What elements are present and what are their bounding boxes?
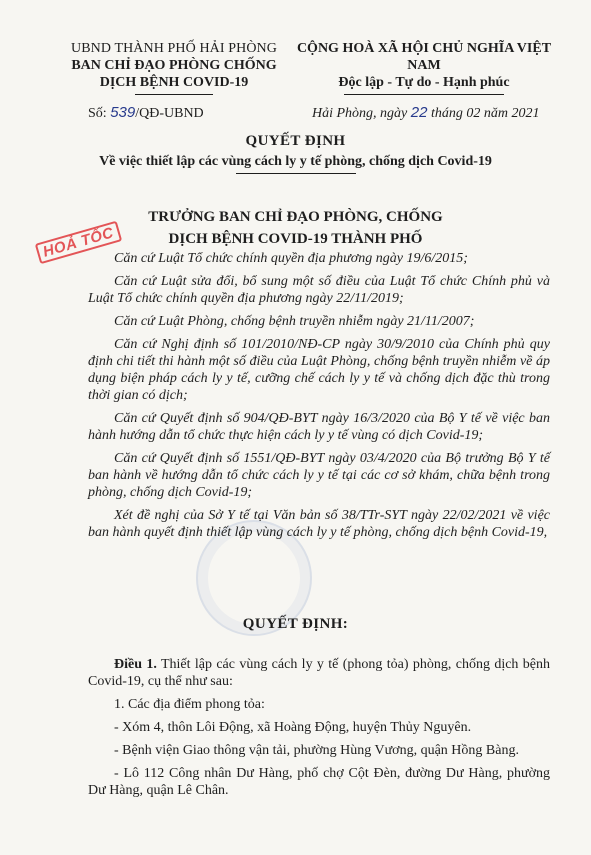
lockdown-location: - Xóm 4, thôn Lôi Động, xã Hoàng Động, huyện Thủy Nguyên. xyxy=(114,720,472,735)
preamble xyxy=(88,250,550,541)
national-header xyxy=(283,40,565,95)
article-1 xyxy=(88,656,550,799)
subtitle-text: Về việc thiết lập các vùng cách ly y tế phòng, chống dịch Covid-19 xyxy=(99,154,492,169)
national-title: CỘNG HOÀ XÃ HỘI CHỦ NGHĨA VIỆT NAM xyxy=(296,41,552,73)
place-date-text-1: Hải Phòng, ngày xyxy=(312,106,411,121)
place-date-text-2: tháng 02 năm 2021 xyxy=(427,106,540,121)
lockdown-location: - Lô 112 Công nhân Dư Hàng, phố chợ Cột Đèn, đường Dư Hàng, phường Dư Hàng, quận Lê Chân. xyxy=(88,766,550,798)
document-number xyxy=(88,104,204,122)
preamble-clause: Căn cứ Nghị định số 101/2010/NĐ-CP ngày 30/9/2010 của Chính phủ quy định chi tiết thi hành một số điều của Luật Phòng, chống bệnh truyền nhiễm về áp dụng biện pháp cách ly y tế, cưỡng chế cách ly y tế và chống dịch đặc thù trong thời gian có dịch; xyxy=(88,337,550,403)
document-subtitle xyxy=(40,154,551,174)
subtitle-underline xyxy=(236,173,356,174)
authority-line-1: TRƯỞNG BAN CHỈ ĐẠO PHÒNG, CHỐNG xyxy=(148,209,443,225)
motto-underline xyxy=(344,94,504,95)
article-1-text: Thiết lập các vùng cách ly y tế (phong tỏa) phòng, chống dịch bệnh Covid-19, cụ thể như sau: xyxy=(88,657,550,689)
article-1-intro xyxy=(88,656,550,690)
preamble-clause: Căn cứ Luật sửa đổi, bổ sung một số điều của Luật Tổ chức Chính phủ và Luật Tổ chức chính quyền địa phương ngày 22/11/2019; xyxy=(88,274,550,306)
lockdown-location: - Bệnh viện Giao thông vận tải, phường Hùng Vương, quận Hồng Bàng. xyxy=(114,743,519,758)
preamble-clause: Căn cứ Quyết định số 904/QĐ-BYT ngày 16/3/2020 của Bộ Y tế về việc ban hành hướng dẫn tổ chức thực hiện cách ly y tế vùng có dịch Covid-19; xyxy=(88,411,550,443)
document-title: QUYẾT ĐỊNH xyxy=(245,133,346,149)
preamble-clause: Căn cứ Quyết định số 1551/QĐ-BYT ngày 03/4/2020 của Bộ trưởng Bộ Y tế ban hành về hướng dẫn tổ chức cách ly y tế tại các cơ sở khám, chữa bệnh trong phòng, chống dịch Covid-19; xyxy=(88,451,550,500)
article-1-label: Điều 1. xyxy=(114,657,157,672)
issuer-line-3: DỊCH BỆNH COVID-19 xyxy=(99,75,249,90)
issuer-line-1: UBND THÀNH PHỐ HẢI PHÒNG xyxy=(71,41,277,56)
date-day-handwritten: 22 xyxy=(410,104,428,121)
issuer-header xyxy=(60,40,288,95)
preamble-clause: Căn cứ Luật Tổ chức chính quyền địa phương ngày 19/6/2015; xyxy=(114,251,468,266)
decision-heading: QUYẾT ĐỊNH: xyxy=(242,616,349,632)
doc-number-suffix: /QĐ-UBND xyxy=(135,106,204,121)
issuer-underline xyxy=(135,94,213,95)
place-and-date xyxy=(312,104,539,122)
authority-line-2: DỊCH BỆNH COVID-19 THÀNH PHỐ xyxy=(168,231,423,247)
preamble-clause: Xét đề nghị của Sở Y tế tại Văn bản số 38/TTr-SYT ngày 22/02/2021 về việc ban hành quyết định thiết lập vùng cách ly y tế phòng, chống dịch bệnh Covid-19, xyxy=(88,508,550,540)
doc-number-handwritten: 539 xyxy=(110,104,136,121)
urgent-stamp: HOẢ TỐC xyxy=(35,221,122,265)
doc-number-prefix: Số: xyxy=(88,106,111,121)
issuer-line-2: BAN CHỈ ĐẠO PHÒNG CHỐNG xyxy=(71,58,277,73)
article-1-item-heading: 1. Các địa điểm phong tỏa: xyxy=(114,697,265,712)
national-motto: Độc lập - Tự do - Hạnh phúc xyxy=(338,75,510,90)
preamble-clause: Căn cứ Luật Phòng, chống bệnh truyền nhiễm ngày 21/11/2007; xyxy=(114,314,475,329)
